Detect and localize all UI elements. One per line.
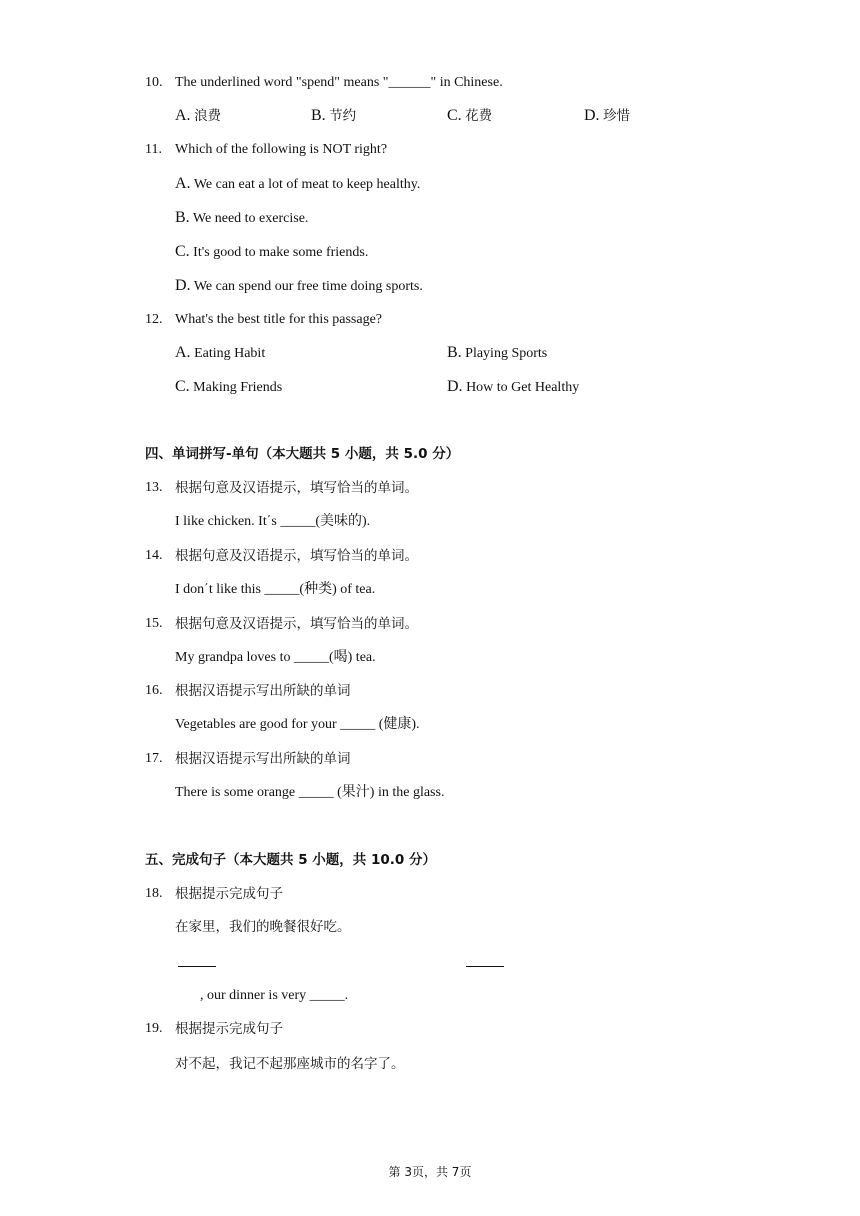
question-text: Which of the following is NOT right? [175,142,388,157]
question-prompt: 根据句意及汉语提示，填写恰当的单词。 [175,548,418,564]
option-b[interactable] [447,343,547,364]
question-prompt: 根据汉语提示写出所缺的单词 [175,751,351,767]
option-letter: C. [175,378,190,395]
option-letter: A. [175,107,191,124]
question-number: 12. [145,312,163,327]
option-letter: B. [311,107,326,124]
blank-line [178,954,216,967]
option-b[interactable] [311,106,356,127]
option-letter: D. [447,378,463,395]
option-c[interactable] [447,106,492,127]
page-footer: 第 3页，共 7页 [388,1165,472,1179]
question-prompt: 根据句意及汉语提示，填写恰当的单词。 [175,480,418,496]
question-prompt: 根据汉语提示写出所缺的单词 [175,683,351,699]
question-text: The underlined word "spend" means "______" in Chinese. [175,75,503,90]
option-text: Making Friends [193,380,283,395]
option-d[interactable] [175,276,423,297]
option-letter: D. [584,107,600,124]
option-letter: D. [175,277,191,294]
option-letter: B. [175,209,190,226]
option-c[interactable] [175,242,368,263]
option-text: We can spend our free time doing sports. [193,279,423,294]
option-text: 花费 [465,108,493,124]
option-text: We can eat a lot of meat to keep healthy. [193,177,421,192]
option-d[interactable] [447,377,579,398]
answer-blank[interactable] [178,954,216,974]
question-number: 11. [145,142,162,157]
question-sentence: , our dinner is very _____. [200,988,349,1003]
option-b[interactable] [175,208,308,229]
answer-blank[interactable] [466,954,504,974]
option-a[interactable] [175,106,221,127]
option-a[interactable] [175,174,420,195]
option-text: It's good to make some friends. [193,245,369,260]
question-sentence: I don΄t like this _____(种类) of tea. [175,582,376,597]
question-number: 10. [145,75,163,90]
question-sentence: There is some orange _____ (果汁) in the glass. [175,785,445,800]
question-number: 16. [145,683,163,698]
option-a[interactable] [175,343,265,364]
option-text: We need to exercise. [192,211,309,226]
question-number: 18. [145,886,163,901]
section-heading: 四、单词拼写-单句（本大题共 5 小题，共 5.0 分） [145,446,460,462]
option-text: Playing Sports [465,346,548,361]
option-text: 浪费 [194,108,222,124]
question-number: 17. [145,751,163,766]
option-letter: C. [175,243,190,260]
option-letter: A. [175,175,191,192]
question-number: 19. [145,1021,163,1036]
option-text: 节约 [329,108,357,124]
question-sentence: My grandpa loves to _____(喝) tea. [175,650,376,665]
question-number: 14. [145,548,163,563]
question-prompt: 根据提示完成句子 [175,886,283,902]
option-letter: B. [447,344,462,361]
section-heading: 五、完成句子（本大题共 5 小题，共 10.0 分） [145,852,437,868]
option-letter: A. [175,344,191,361]
option-text: Eating Habit [194,346,266,361]
option-d[interactable] [584,106,630,127]
blank-line [466,954,504,967]
question-text: What's the best title for this passage? [175,312,383,327]
chinese-sentence: 在家里，我们的晚餐很好吃。 [175,919,351,935]
question-sentence: Vegetables are good for your _____ (健康). [175,717,420,732]
option-c[interactable] [175,377,282,398]
option-text: 珍惜 [603,108,631,124]
option-text: How to Get Healthy [466,380,580,395]
question-prompt: 根据句意及汉语提示，填写恰当的单词。 [175,616,418,632]
question-sentence: I like chicken. It΄s _____(美味的). [175,514,371,529]
question-number: 15. [145,616,163,631]
question-number: 13. [145,480,163,495]
chinese-sentence: 对不起，我记不起那座城市的名字了。 [175,1056,405,1072]
option-letter: C. [447,107,462,124]
question-prompt: 根据提示完成句子 [175,1021,283,1037]
